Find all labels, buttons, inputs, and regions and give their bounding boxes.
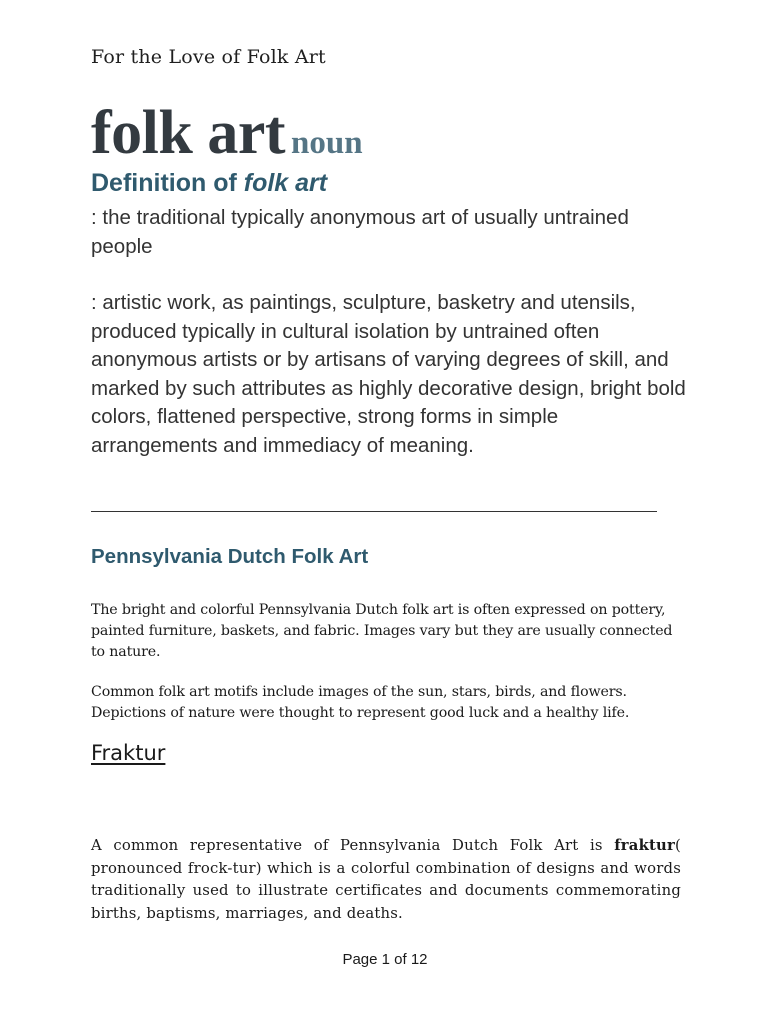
page-number: Page 1 of 12 bbox=[342, 951, 428, 968]
fraktur-term: fraktur bbox=[614, 837, 676, 854]
headword-term: folk art bbox=[91, 99, 286, 167]
section-paragraph-1: The bright and colorful Pennsylvania Dutch folk art is often expressed on pottery, painted furniture, baskets, and fabric. Images vary but they are usually connected to nature. bbox=[91, 602, 673, 660]
headword bbox=[91, 98, 363, 169]
part-of-speech: noun bbox=[291, 125, 363, 161]
horizontal-rule bbox=[91, 511, 657, 512]
section-paragraph-2: Common folk art motifs include images of the sun, stars, birds, and flowers. Depictions of nature were thought to represent good luck and a healthy life. bbox=[91, 684, 630, 721]
fraktur-paragraph bbox=[91, 835, 681, 925]
definition-label: Definition of bbox=[91, 169, 244, 197]
definition-1: : the traditional typically anonymous art of usually untrained people bbox=[91, 206, 629, 258]
definition-2: : artistic work, as paintings, sculpture, basketry and utensils, produced typically in cultural isolation by untrained often anonymous artists or by artisans of varying degrees of skill, and marked by such attributes as highly decorative design, bright bold colors, flattened perspective, strong forms in simple arrangements and immediacy of meaning. bbox=[91, 291, 686, 457]
section-title: Pennsylvania Dutch Folk Art bbox=[91, 545, 369, 568]
definition-term: folk art bbox=[243, 169, 328, 197]
fraktur-description: ( pronounced frock-tur) which is a colorful combination of designs and words traditionally used to illustrate certificates and documents commemorating births, baptisms, marriages, and deaths. bbox=[91, 837, 681, 922]
fraktur-intro: A common representative of Pennsylvania Dutch Folk Art is bbox=[91, 837, 615, 854]
definition-heading bbox=[91, 169, 327, 198]
fraktur-heading: Fraktur bbox=[91, 741, 166, 765]
document-header: For the Love of Folk Art bbox=[91, 46, 326, 68]
